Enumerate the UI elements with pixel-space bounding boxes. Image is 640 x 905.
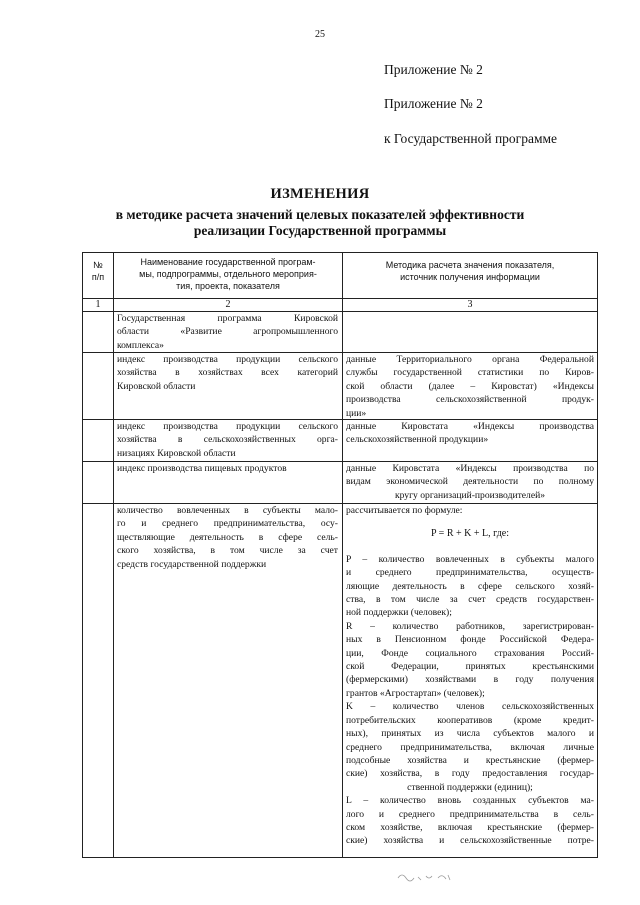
column-number-1: 1 bbox=[95, 299, 101, 310]
table-row-method: данные Кировстата «Индексы производства по видам экономической деятельности по полному кругу организаций-производителей» bbox=[346, 463, 594, 501]
table-rule bbox=[82, 252, 598, 253]
table-row-name: индекс производства продукции сельского хозяйства в хозяйствах всех категорий Кировской области bbox=[117, 354, 338, 392]
table-rule bbox=[113, 252, 114, 858]
appendix-line-3: к Государственной программе bbox=[384, 131, 558, 146]
table-row-name: индекс производства продукции сельского хозяйства в сельскохозяйственных орга- низациях Кировской области bbox=[117, 421, 338, 459]
table-row-name: количество вовлеченных в субъекты мало- го и среднего предпринимательства, осу- ществляющие деятельность в сфере сель- ского хозяйства, в том числе за счет средств государственной поддержки bbox=[117, 505, 338, 570]
faint-scribble bbox=[396, 868, 456, 884]
formula: P = R + K + L, где: bbox=[430, 528, 510, 540]
document-subtitle-line-2: реализации Государственной программы bbox=[193, 223, 447, 238]
formula-intro: рассчитывается по формуле: bbox=[346, 505, 463, 516]
table-row-name: индекс производства пищевых продуктов bbox=[117, 463, 287, 474]
appendix-line-1: Приложение № 2 bbox=[384, 62, 483, 77]
table-rule bbox=[82, 252, 83, 858]
table-rule bbox=[597, 252, 598, 858]
table-rule bbox=[342, 252, 343, 858]
table-rule bbox=[82, 857, 598, 858]
appendix-line-2: Приложение № 2 bbox=[384, 96, 483, 111]
document-title: ИЗМЕНЕНИЯ bbox=[270, 186, 370, 202]
header-name: Наименование государственной програм- мы, подпрограммы, отдельного мероприя- тия, проекта, показателя bbox=[139, 257, 317, 291]
document-subtitle-line-1: в методике расчета значений целевых показателей эффективности bbox=[115, 207, 525, 222]
table-row-name: Государственная программа Кировской области «Развитие агропромышленного комплекса» bbox=[117, 313, 338, 351]
header-number: № п/п bbox=[91, 260, 105, 282]
changes-table bbox=[82, 252, 598, 858]
header-method: Методика расчета значения показателя, источник получения информации bbox=[385, 260, 555, 282]
page-number: 25 bbox=[315, 29, 325, 40]
table-row-method: данные Территориального органа Федеральной службы государственной статистики по Киров- ской области (далее – Кировстат) «Индексы производства сельскохозяйственной продук- ции» bbox=[346, 354, 594, 419]
table-row-method: данные Кировстата «Индексы производства сельскохозяйственной продукции» bbox=[346, 421, 594, 446]
column-number-3: 3 bbox=[467, 299, 473, 310]
table-row-method: рассчитывается по формуле: P = R + K + L, где: P – количество вовлеченных в субъекты малого и среднего предпринимательства, осуществ- ляющие деятельность в сфере сельского хозяй- ства, в том числе за счет средств государствен- ной поддержки (человек); R – количество работников, зарегистрирован- ных в Пенсионном фонде Российской Федера- ции, Фонде социального страхования Россий- ской Федерации, принятых крестьянскими (фермерскими) хозяйствами в году получения грантов «Агростартап» (человек); K – количество членов сельскохозяйственных потребительских кооперативов (кроме кредит- ных), принятых из числа субъектов малого и среднего предпринимательства, включая личные подсобные хозяйства и крестьянские (фермер- ские) хозяйства, в году предоставления государ- ственной поддержки (единиц); L – количество вновь созданных субъектов ма- лого и среднего предпринимательства в сель- ском хозяйстве, включая крестьянские (фермер- ские) хозяйства и сельскохозяйственные потре- bbox=[346, 505, 594, 847]
column-number-2: 2 bbox=[225, 299, 231, 310]
